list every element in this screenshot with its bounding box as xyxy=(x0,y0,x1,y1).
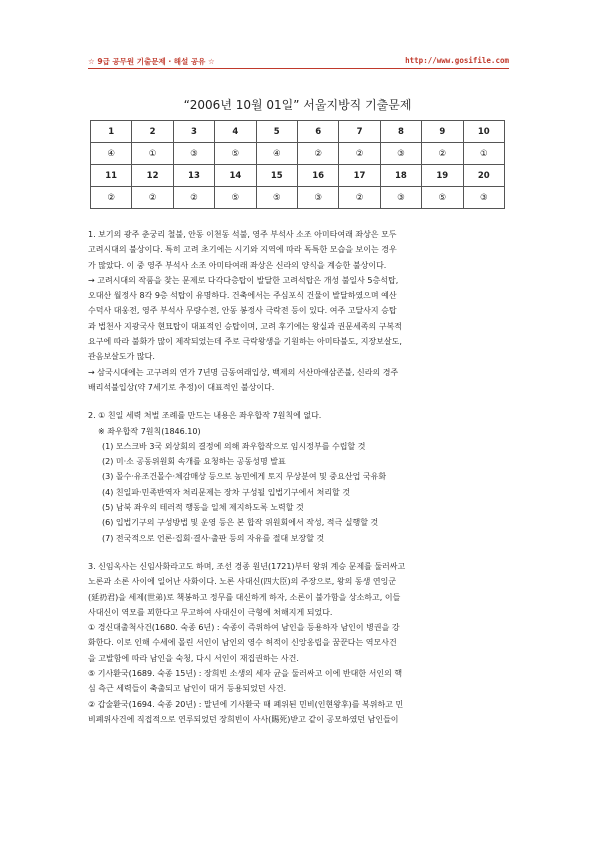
text-line: 과 법천사 지광국사 현묘탑이 대표적인 승탑이며, 고려 후기에는 왕실과 권문세족의 구복적 xyxy=(88,321,402,331)
text-line: → 삼국시대에는 고구려의 연가 7년명 금동여래입상, 백제의 서산마애삼존불, 신라의 경주 xyxy=(88,367,399,377)
text-line: (6) 입법기구의 구성방법 및 운영 등은 본 합작 위원회에서 작성, 적극 실행할 것 xyxy=(102,518,379,528)
text-line: (2) 미·소 공동위원회 속개를 요청하는 공동성명 발표 xyxy=(102,457,286,467)
answer-table-answer-row-cell: ① xyxy=(463,143,504,165)
answer-table-number-row-cell: 6 xyxy=(297,121,338,143)
answer-table-answer-row-cell: ④ xyxy=(256,143,297,165)
answer-table-number-row-cell: 18 xyxy=(380,165,421,187)
header-url[interactable]: http://www.gosifile.com xyxy=(405,56,509,65)
answer-table-answer-row-cell: ② xyxy=(173,187,214,209)
text-line: 3. 신임옥사는 신임사화라고도 하며, 조선 경종 원년(1721)부터 왕위 계승 문제를 둘러싸고 xyxy=(88,561,406,571)
answer-table-answer-row xyxy=(91,187,505,209)
answer-table-answer-row-cell: ① xyxy=(132,143,173,165)
text-line: 노론과 소론 사이에 일어난 사화이다. 노론 사대신(四大臣)의 주장으로, 왕의 동생 연잉군 xyxy=(88,577,397,587)
answer-table-number-row-cell: 4 xyxy=(215,121,256,143)
question-2-intro: 2. ① 친일 세력 처벌 조례를 만드는 내용은 좌우합작 7원칙에 없다. xyxy=(88,411,322,421)
text-line: 요구에 따라 불화가 많이 제작되었는데 주로 극락왕생을 기원하는 아미타불도, 지장보살도, xyxy=(88,337,402,347)
answer-table-number-row-cell: 10 xyxy=(463,121,504,143)
text-line: 화한다. 이로 인해 수세에 몰린 서인이 남인의 영수 허적이 신앙옹립을 꿈꾼다는 역모사건 xyxy=(88,638,397,648)
text-line: (3) 몰수·유조건몰수·체감매상 등으로 농민에게 토지 무상분여 및 중요산업 국유화 xyxy=(102,472,387,482)
answer-table-number-row-cell: 11 xyxy=(91,165,132,187)
question-1-explanation xyxy=(88,227,513,395)
answer-table-number-row-cell: 14 xyxy=(215,165,256,187)
answer-table-answer-row-cell: ② xyxy=(132,187,173,209)
text-line: → 고려시대의 작품을 찾는 문제로 다각다층탑이 발달한 고려석탑은 개성 불일사 5층석탑, xyxy=(88,275,399,285)
text-line: (1) 모스크바 3국 외상회의 결정에 의해 좌우합작으로 임시정부를 수립할 것 xyxy=(102,441,366,451)
question-2-explanation xyxy=(88,408,513,546)
document-body xyxy=(88,227,513,727)
answer-table xyxy=(90,120,505,209)
answer-table-answer-row-cell: ② xyxy=(339,187,380,209)
answer-table-answer-row-cell: ⑤ xyxy=(215,187,256,209)
answer-table-number-row-cell: 12 xyxy=(132,165,173,187)
question-3-explanation xyxy=(88,559,513,727)
text-line: (4) 친일파·민족반역자 처리문제는 장차 구성될 입법기구에서 처리할 것 xyxy=(102,487,351,497)
text-line: ① 경신대출척사건(1680. 숙종 6년) : 숙종이 즉위하여 남인을 등용하자 남인이 병권을 강 xyxy=(88,623,400,633)
answer-table-number-row-cell: 15 xyxy=(256,165,297,187)
answer-table-answer-row-cell: ④ xyxy=(91,143,132,165)
answer-table-number-row-cell: 19 xyxy=(422,165,463,187)
answer-table-number-row-cell: 20 xyxy=(463,165,504,187)
text-line: 고려시대의 불상이다. 특히 고려 초기에는 시기와 지역에 따라 독특한 모습을 보이는 경우 xyxy=(88,245,397,255)
answer-table-answer-row-cell: ③ xyxy=(297,187,338,209)
answer-table-answer-row xyxy=(91,143,505,165)
answer-table-answer-row-cell: ③ xyxy=(173,143,214,165)
answer-table-number-row-cell: 2 xyxy=(132,121,173,143)
text-line: (延礽君)을 세제(世弟)로 책봉하고 정무를 대신하게 하자, 소론이 불가함을 상소하고, 이들 xyxy=(88,592,401,602)
text-line: 가 많았다. 이 중 영주 부석사 소조 아미타여래 좌상은 신라의 양식을 계승한 불상이다. xyxy=(88,260,387,270)
text-line: 사대신이 역모를 꾀한다고 무고하여 사대신이 극형에 처해지게 되었다. xyxy=(88,607,333,617)
text-line: ② 갑술환국(1694. 숙종 20년) : 말년에 기사환국 때 폐위된 민비(인현왕후)를 복위하고 민 xyxy=(88,699,404,709)
answer-table-answer-row-cell: ⑤ xyxy=(215,143,256,165)
answer-table-number-row-cell: 13 xyxy=(173,165,214,187)
text-line: ⑤ 기사환국(1689. 숙종 15년) : 장희빈 소생의 세자 균을 둘러싸고 이에 반대한 서인의 핵 xyxy=(88,669,403,679)
text-line: 수덕사 대웅전, 영주 부석사 무량수전, 안동 봉정사 극락전 등이 있다. 여주 고달사지 승탑 xyxy=(88,306,397,316)
answer-table-number-row xyxy=(91,121,505,143)
text-line: 관음보살도가 많다. xyxy=(88,352,155,362)
answer-table-answer-row-cell: ⑤ xyxy=(256,187,297,209)
answer-table-answer-row-cell: ⑤ xyxy=(422,187,463,209)
text-line: 을 고발함에 따라 남인을 숙청, 다시 서인이 재집권하는 사건. xyxy=(88,653,299,663)
answer-table-number-row-cell: 5 xyxy=(256,121,297,143)
answer-table-answer-row-cell: ③ xyxy=(463,187,504,209)
answer-table-answer-row-cell: ② xyxy=(339,143,380,165)
answer-table-number-row-cell: 7 xyxy=(339,121,380,143)
text-line: 배리석불입상(약 7세기로 추정)이 대표적인 불상이다. xyxy=(88,382,275,392)
answer-table-number-row-cell: 9 xyxy=(422,121,463,143)
answer-table-number-row-cell: 16 xyxy=(297,165,338,187)
answer-table-number-row xyxy=(91,165,505,187)
header-divider xyxy=(88,68,509,69)
text-line: 1. 보기의 광주 춘궁리 철불, 안동 이천동 석불, 영주 부석사 소조 아미타여래 좌상은 모두 xyxy=(88,230,397,239)
text-line: 오대산 월정사 8각 9층 석탑이 유명하다. 건축에서는 주심포식 건물이 발달하였으며 예산 xyxy=(88,291,397,301)
answer-table-number-row-cell: 1 xyxy=(91,121,132,143)
question-2-subheading: ※ 좌우합작 7원칙(1846.10) xyxy=(98,426,201,436)
text-line: 심 측근 세력들이 축출되고 남인이 대거 등용되었던 사건. xyxy=(88,684,287,694)
text-line: (7) 전국적으로 언론·집회·결사·출판 등의 자유를 절대 보장할 것 xyxy=(102,533,325,543)
text-line: 비폐위사건에 직접적으로 연루되었던 장희빈이 사사(賜死)받고 같이 공모하였던 남인들이 xyxy=(88,714,399,724)
page-header xyxy=(88,56,509,68)
answer-table-number-row-cell: 8 xyxy=(380,121,421,143)
answer-table-answer-row-cell: ② xyxy=(422,143,463,165)
answer-table-number-row-cell: 17 xyxy=(339,165,380,187)
answer-table-number-row-cell: 3 xyxy=(173,121,214,143)
text-line: (5) 남북 좌우의 테러적 행동을 일체 제지하도록 노력할 것 xyxy=(102,503,304,513)
answer-table-answer-row-cell: ③ xyxy=(380,187,421,209)
header-left-text: ☆ 9급 공무원 기출문제 · 해설 공유 ☆ xyxy=(88,57,215,66)
page-title: “2006년 10월 01일” 서울지방직 기출문제 xyxy=(183,98,412,112)
answer-table-answer-row-cell: ③ xyxy=(380,143,421,165)
answer-table-answer-row-cell: ② xyxy=(91,187,132,209)
answer-table-answer-row-cell: ② xyxy=(297,143,338,165)
